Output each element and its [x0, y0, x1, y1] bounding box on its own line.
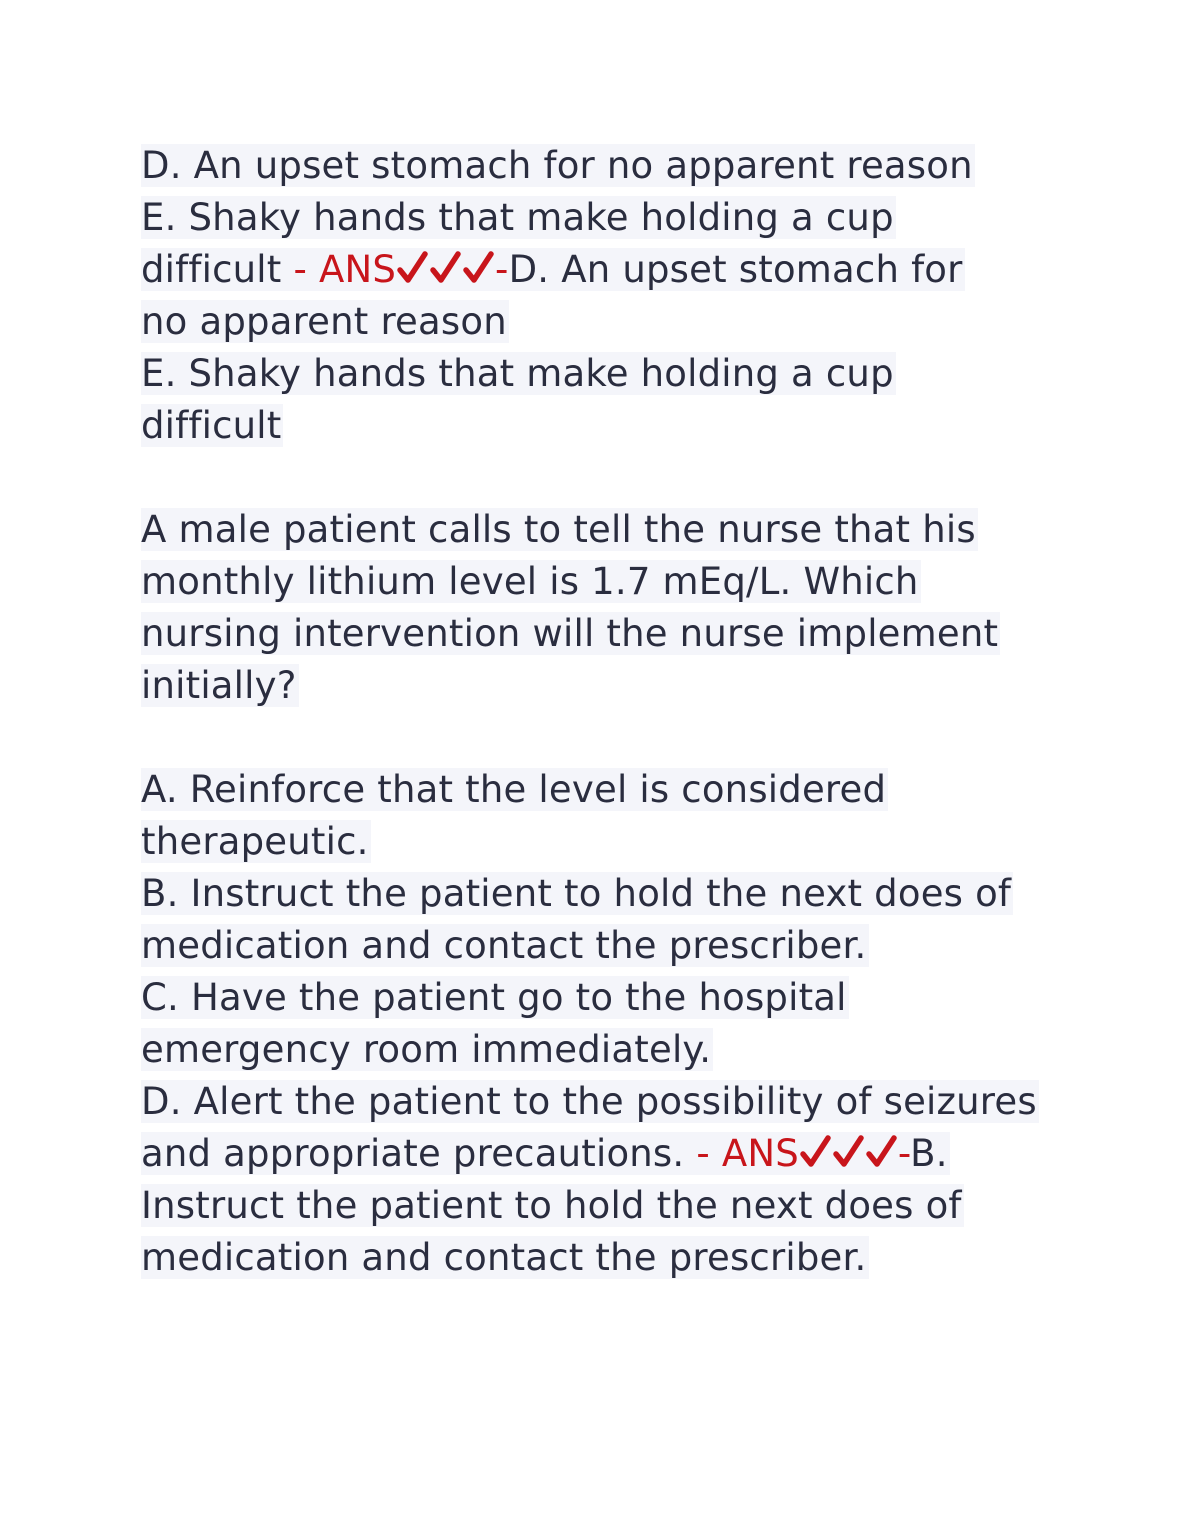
checkmark-icon — [832, 1132, 865, 1172]
checkmark-icon — [865, 1132, 898, 1172]
answer-text: D. An upset stomach for — [508, 248, 963, 291]
answer-dash: - — [897, 1132, 911, 1175]
paragraph-spacer — [141, 712, 1061, 764]
checkmark-icon — [799, 1132, 832, 1172]
question-line: initially? — [141, 664, 297, 707]
text-line: E. Shaky hands that make holding a cup — [141, 196, 894, 239]
option-line: D. Alert the patient to the possibility of seizures — [141, 1080, 1037, 1123]
answer-line: medication and contact the prescriber. — [141, 1236, 867, 1279]
text-line: difficult — [141, 404, 282, 447]
question-line: nursing intervention will the nurse implement — [141, 612, 999, 655]
answer-dash: - — [495, 248, 509, 291]
line-text: and appropriate precautions. — [141, 1132, 697, 1175]
checkmark-icon — [396, 248, 429, 288]
text-line: D. An upset stomach for no apparent reason — [141, 144, 973, 187]
answer-line — [141, 244, 1061, 296]
paragraph-spacer — [141, 452, 1061, 504]
question-line: monthly lithium level is 1.7 mEq/L. Which — [141, 560, 919, 603]
answer-text: B. — [910, 1132, 948, 1175]
answer-line — [141, 1128, 1061, 1180]
text-line: E. Shaky hands that make holding a cup — [141, 352, 894, 395]
answer-label: - ANS — [696, 1132, 799, 1175]
question-line: A male patient calls to tell the nurse that his — [141, 508, 976, 551]
option-line: emergency room immediately. — [141, 1028, 712, 1071]
checkmark-icon — [429, 248, 462, 288]
text-line: no apparent reason — [141, 300, 507, 343]
option-line: C. Have the patient go to the hospital — [141, 976, 847, 1019]
option-line: medication and contact the prescriber. — [141, 924, 867, 967]
checkmark-icon — [462, 248, 495, 288]
document-page — [141, 140, 1061, 1284]
option-line: therapeutic. — [141, 820, 369, 863]
option-line: B. Instruct the patient to hold the next does of — [141, 872, 1012, 915]
option-line: A. Reinforce that the level is considered — [141, 768, 887, 811]
answer-line: Instruct the patient to hold the next does of — [141, 1184, 962, 1227]
line-text: difficult — [141, 248, 294, 291]
answer-label: - ANS — [293, 248, 397, 291]
